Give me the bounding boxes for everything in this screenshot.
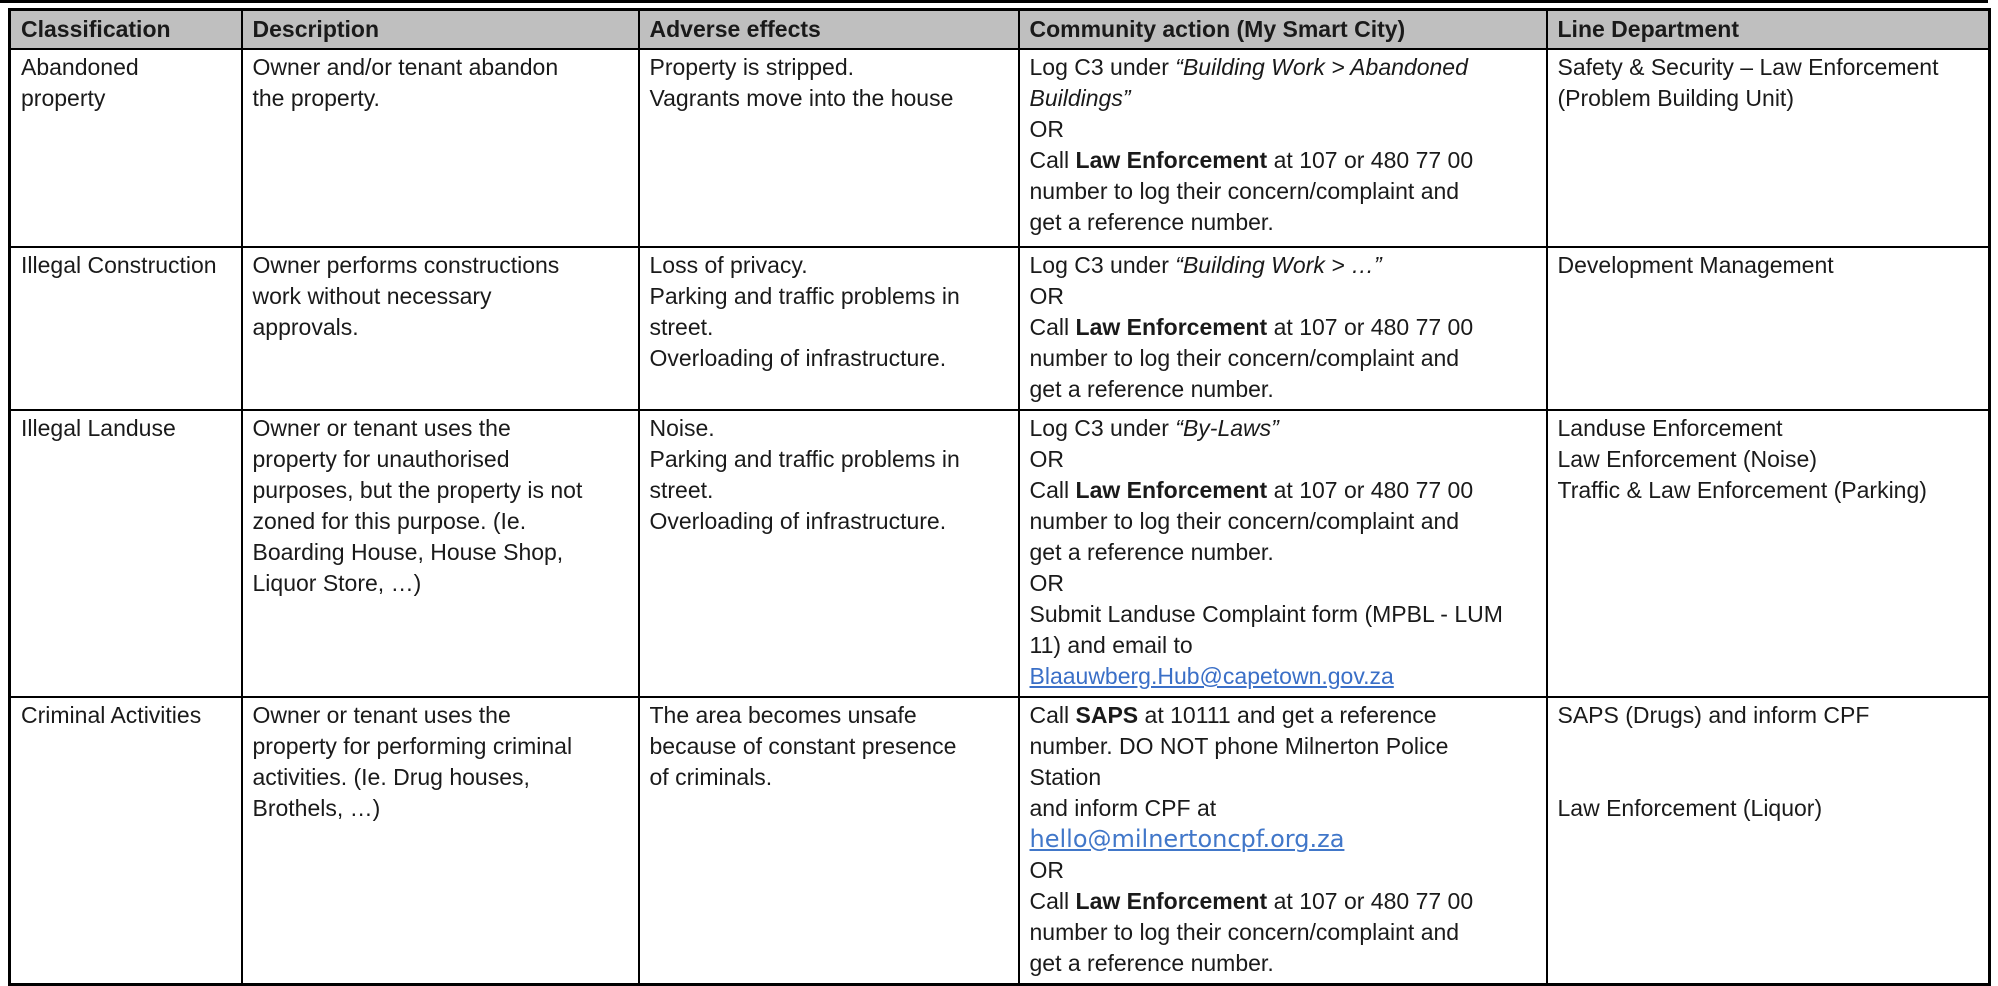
text-run: zoned for this purpose. (Ie.: [252, 508, 527, 534]
text-run: OR: [1029, 570, 1064, 596]
table-row-criminal-activities: [10, 697, 1990, 985]
cell-line-department: [1547, 410, 1990, 697]
text-run: Owner or tenant uses the: [252, 702, 511, 728]
text-run: get a reference number.: [1029, 209, 1274, 235]
text-run: Development Management: [1557, 252, 1834, 278]
text-run: Law Enforcement (Liquor): [1557, 795, 1823, 821]
text-run: Parking and traffic problems in: [649, 283, 960, 309]
text-run: Noise.: [649, 415, 715, 441]
text-run: number to log their concern/complaint and: [1029, 919, 1460, 945]
text-run: because of constant presence: [649, 733, 957, 759]
text-run: SAPS: [1075, 702, 1139, 728]
col-header-line-department: Line Department: [1547, 10, 1990, 50]
text-run: Vagrants move into the house: [649, 85, 954, 111]
text-run: get a reference number.: [1029, 950, 1274, 976]
text-run: OR: [1029, 446, 1064, 472]
text-run: (Problem Building Unit): [1557, 85, 1794, 111]
text-run: number to log their concern/complaint and: [1029, 178, 1460, 204]
text-run: Traffic & Law Enforcement (Parking): [1557, 477, 1927, 503]
text-run: Owner performs constructions: [252, 252, 560, 278]
text-run: Call: [1029, 477, 1076, 503]
cell-classification: [10, 247, 242, 410]
text-run: Buildings”: [1029, 85, 1131, 111]
text-run: property: [21, 85, 106, 111]
text-run: of criminals.: [649, 764, 773, 790]
text-run: Law Enforcement: [1075, 314, 1268, 340]
text-run: work without necessary: [252, 283, 492, 309]
cell-community-action: [1019, 49, 1547, 247]
text-run: approvals.: [252, 314, 359, 340]
cell-community-action: [1019, 697, 1547, 985]
text-run: number to log their concern/complaint and: [1029, 345, 1460, 371]
cell-community-action: [1019, 247, 1547, 410]
text-run: Loss of privacy.: [649, 252, 808, 278]
text-run: at 10111 and get a reference: [1138, 702, 1437, 728]
cell-description: [242, 49, 639, 247]
text-run: 11) and email to: [1029, 632, 1193, 658]
text-run: “Building Work > Abandoned: [1175, 54, 1468, 80]
table-row-illegal-landuse: [10, 410, 1990, 697]
col-header-description: Description: [242, 10, 639, 50]
cell-classification: [10, 49, 242, 247]
text-run: Call: [1029, 314, 1076, 340]
cell-classification: [10, 410, 242, 697]
cell-line-department: [1547, 247, 1990, 410]
text-run: Submit Landuse Complaint form (MPBL - LUM: [1029, 601, 1503, 627]
text-run: Call: [1029, 147, 1076, 173]
table-row-illegal-construction: [10, 247, 1990, 410]
text-run: “Building Work > …”: [1175, 252, 1382, 278]
text-run: and inform CPF at: [1029, 795, 1217, 821]
text-run: Law Enforcement: [1075, 477, 1268, 503]
text-run: Criminal Activities: [21, 702, 202, 728]
text-run: Law Enforcement (Noise): [1557, 446, 1817, 472]
cell-description: [242, 247, 639, 410]
text-run: number. DO NOT phone Milnerton Police: [1029, 733, 1449, 759]
text-run: OR: [1029, 857, 1064, 883]
text-run: Log C3 under: [1029, 252, 1176, 278]
cell-description: [242, 410, 639, 697]
text-run: street.: [649, 314, 714, 340]
text-run: Safety & Security – Law Enforcement: [1557, 54, 1939, 80]
text-run: Station: [1029, 764, 1102, 790]
text-run: Call: [1029, 702, 1076, 728]
text-run: at 107 or 480 77 00: [1267, 314, 1474, 340]
text-run: Owner or tenant uses the: [252, 415, 511, 441]
text-run: get a reference number.: [1029, 376, 1274, 402]
text-run: Landuse Enforcement: [1557, 415, 1783, 441]
cell-adverse-effects: [639, 410, 1019, 697]
text-run: activities. (Ie. Drug houses,: [252, 764, 530, 790]
col-header-adverse-effects: Adverse effects: [639, 10, 1019, 50]
col-header-community-action: Community action (My Smart City): [1019, 10, 1547, 50]
text-run: property for performing criminal: [252, 733, 573, 759]
text-run: get a reference number.: [1029, 539, 1274, 565]
cell-adverse-effects: [639, 247, 1019, 410]
text-run: at 107 or 480 77 00: [1267, 147, 1474, 173]
text-run: Call: [1029, 888, 1076, 914]
email-link[interactable]: Blaauwberg.Hub@capetown.gov.za: [1029, 663, 1394, 689]
email-link[interactable]: hello@milnertoncpf.org.za: [1029, 825, 1345, 853]
cell-adverse-effects: [639, 49, 1019, 247]
text-run: Overloading of infrastructure.: [649, 508, 947, 534]
cell-adverse-effects: [639, 697, 1019, 985]
cell-community-action: [1019, 410, 1547, 697]
text-run: Overloading of infrastructure.: [649, 345, 947, 371]
text-run: at 107 or 480 77 00: [1267, 888, 1474, 914]
text-run: Owner and/or tenant abandon: [252, 54, 559, 80]
text-run: property for unauthorised: [252, 446, 510, 472]
text-run: Boarding House, House Shop,: [252, 539, 564, 565]
text-run: Abandoned: [21, 54, 139, 80]
text-run: Law Enforcement: [1075, 147, 1268, 173]
text-run: Log C3 under: [1029, 54, 1176, 80]
text-run: SAPS (Drugs) and inform CPF: [1557, 702, 1870, 728]
text-run: Log C3 under: [1029, 415, 1176, 441]
text-run: street.: [649, 477, 714, 503]
text-run: Parking and traffic problems in: [649, 446, 960, 472]
text-run: Illegal Construction: [21, 252, 217, 278]
text-run: Illegal Landuse: [21, 415, 176, 441]
text-run: The area becomes unsafe: [649, 702, 917, 728]
text-run: OR: [1029, 283, 1064, 309]
text-run: OR: [1029, 116, 1064, 142]
text-run: number to log their concern/complaint and: [1029, 508, 1460, 534]
property-issues-table: [8, 8, 1991, 986]
top-rule: [0, 0, 1988, 3]
text-run: the property.: [252, 85, 380, 111]
text-run: Liquor Store, …): [252, 570, 422, 596]
table-row-abandoned-property: [10, 49, 1990, 247]
text-run: Property is stripped.: [649, 54, 855, 80]
text-run: Law Enforcement: [1075, 888, 1268, 914]
cell-classification: [10, 697, 242, 985]
text-run: Brothels, …): [252, 795, 381, 821]
text-run: at 107 or 480 77 00: [1267, 477, 1474, 503]
text-run: “By-Laws”: [1175, 415, 1279, 441]
cell-line-department: [1547, 49, 1990, 247]
cell-line-department: [1547, 697, 1990, 985]
text-run: purposes, but the property is not: [252, 477, 583, 503]
cell-description: [242, 697, 639, 985]
col-header-classification: Classification: [10, 10, 242, 50]
table-header-row: [10, 10, 1990, 50]
